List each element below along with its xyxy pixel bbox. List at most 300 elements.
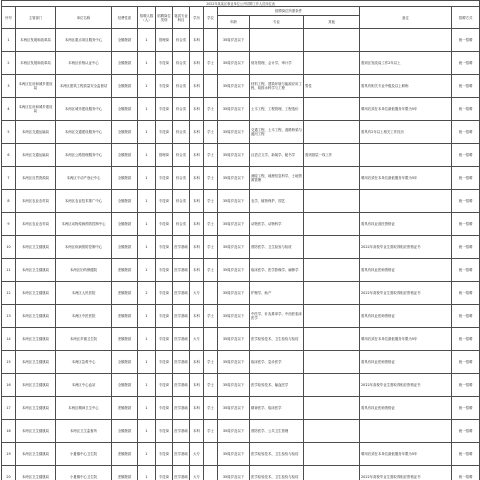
cell-post: 专技岗 xyxy=(156,443,173,466)
cell-count: 1 xyxy=(138,75,156,98)
cell-degree: 学士 xyxy=(204,190,218,213)
cell-nature: 全额拨款 xyxy=(112,190,138,213)
col-count-header: 招聘人数（人） xyxy=(138,7,156,29)
cell-edu: 本科 xyxy=(190,75,204,98)
cell-degree: 学士 xyxy=(204,236,218,259)
cell-edu: 大专 xyxy=(190,466,204,480)
cell-nature: 全额拨款 xyxy=(112,52,138,75)
cell-degree xyxy=(204,29,218,52)
cell-other xyxy=(304,121,360,144)
cell-remark: 需具有执业医师资格证 xyxy=(360,351,452,374)
cell-nature: 差额拨款 xyxy=(112,443,138,466)
cell-dept: 本两区卫生健康局 xyxy=(16,397,56,420)
cell-post: 专技岗 xyxy=(156,420,173,443)
cell-unit: 本两区妇幼保健院 xyxy=(56,259,112,282)
cell-exam: 综合类 xyxy=(173,213,190,236)
cell-major: 预防医学、卫生检验与检疫 xyxy=(250,236,304,259)
cell-other xyxy=(304,420,360,443)
cell-major: 动物医学、动物科学 xyxy=(250,213,304,236)
cell-method: 统一招聘 xyxy=(452,190,480,213)
table-row xyxy=(2,52,480,75)
cell-edu: 本科 xyxy=(190,213,204,236)
cell-exam: 医学基础 xyxy=(173,282,190,305)
cell-exam: 综合类 xyxy=(173,98,190,121)
cell-degree: 学士 xyxy=(204,397,218,420)
cell-count: 1 xyxy=(138,259,156,282)
cell-method: 统一招聘 xyxy=(452,213,480,236)
cell-exam: 医学基础 xyxy=(173,397,190,420)
cell-edu: 本科 xyxy=(190,167,204,190)
cell-remark: 聘用后须在本单位最低服务年限为5年 xyxy=(360,98,452,121)
cell-age: 35周岁及以下 xyxy=(218,98,250,121)
cell-post: 专技岗 xyxy=(156,75,173,98)
cell-unit: 本两区急救中心 xyxy=(56,351,112,374)
cell-major: 交通工程、土木工程、道路桥梁与渡河工程 xyxy=(250,121,304,144)
cell-other xyxy=(304,282,360,305)
cell-seq: 20 xyxy=(2,466,16,480)
cell-post: 专技岗 xyxy=(156,328,173,351)
cell-degree xyxy=(204,443,218,466)
cell-remark: 2022年高校毕业生需取得相应资格证书 xyxy=(360,466,452,480)
cell-count: 1 xyxy=(138,420,156,443)
table-row xyxy=(2,236,480,259)
col-edu-header: 学历 xyxy=(190,7,204,29)
document-title: 2022年某某区事业单位公开招聘工作人员岗位表 xyxy=(2,1,480,7)
cell-dept: 本两区卫生健康局 xyxy=(16,328,56,351)
cell-exam: 医学基础 xyxy=(173,259,190,282)
cell-other xyxy=(304,52,360,75)
cell-exam: 医学基础 xyxy=(173,420,190,443)
cell-post: 专技岗 xyxy=(156,52,173,75)
cell-other xyxy=(304,305,360,328)
cell-post: 专技岗 xyxy=(156,397,173,420)
cell-nature: 全额拨款 xyxy=(112,236,138,259)
cell-exam: 医学基础 xyxy=(173,328,190,351)
cell-edu: 大专 xyxy=(190,328,204,351)
cell-unit: 本两区价格认证中心 xyxy=(56,52,112,75)
cell-major: 临床医学、急诊医学 xyxy=(250,351,304,374)
cell-dept: 本两区交通运输局 xyxy=(16,121,56,144)
cell-count: 1 xyxy=(138,351,156,374)
cell-method: 统一招聘 xyxy=(452,397,480,420)
cell-degree: 学士 xyxy=(204,52,218,75)
cell-method: 统一招聘 xyxy=(452,236,480,259)
cell-nature: 全额拨款 xyxy=(112,29,138,52)
cell-method: 统一招聘 xyxy=(452,282,480,305)
cell-seq: 16 xyxy=(2,374,16,397)
cell-edu: 本科 xyxy=(190,305,204,328)
cell-remark: 2022年高校毕业生需取得相应资格证书 xyxy=(360,374,452,397)
cell-unit: 本两区农业技术推广中心 xyxy=(56,190,112,213)
cell-nature: 全额拨款 xyxy=(112,420,138,443)
cell-remark xyxy=(360,190,452,213)
cell-other xyxy=(304,259,360,282)
table-row xyxy=(2,397,480,420)
cell-seq: 15 xyxy=(2,351,16,374)
cell-major: 医学检验技术、卫生检验与检疫 xyxy=(250,328,304,351)
cell-other xyxy=(304,29,360,52)
table-row xyxy=(2,259,480,282)
cell-edu: 本科 xyxy=(190,52,204,75)
cell-major: 临床医学、医学影像学、麻醉学 xyxy=(250,259,304,282)
col-seq-header: 序号 xyxy=(2,7,16,29)
cell-dept: 本两区自然资源局 xyxy=(16,167,56,190)
cell-dept: 本两区交通运输局 xyxy=(16,144,56,167)
cell-degree xyxy=(204,466,218,480)
cell-dept: 本两区住房和城乡建设局 xyxy=(16,98,56,121)
cell-unit: 本两区中心血站 xyxy=(56,374,112,397)
cell-method: 统一招聘 xyxy=(452,52,480,75)
cell-edu: 大专 xyxy=(190,282,204,305)
cell-method: 统一招聘 xyxy=(452,466,480,480)
cell-major: 精神医学、临床医学 xyxy=(250,397,304,420)
cell-seq: 6 xyxy=(2,144,16,167)
table-row xyxy=(2,466,480,480)
cell-seq: 7 xyxy=(2,167,16,190)
cell-seq: 17 xyxy=(2,397,16,420)
cell-age: 35周岁及以下 xyxy=(218,213,250,236)
cell-other xyxy=(304,167,360,190)
cell-post: 专技岗 xyxy=(156,259,173,282)
cell-unit: 本两区疾病预防控制中心 xyxy=(56,236,112,259)
cell-degree: 学士 xyxy=(204,351,218,374)
cell-method: 统一招聘 xyxy=(452,167,480,190)
cell-unit: 本两区城市建设服务中心 xyxy=(56,98,112,121)
cell-major: 预防医学、公共卫生管理 xyxy=(250,420,304,443)
cell-remark: 聘用后须在本单位最低服务年限为5年 xyxy=(360,443,452,466)
cell-seq: 9 xyxy=(2,213,16,236)
table-row xyxy=(2,351,480,374)
table-body xyxy=(2,29,480,480)
cell-other xyxy=(304,98,360,121)
cell-other xyxy=(304,466,360,480)
recruitment-table xyxy=(1,0,480,480)
cell-edu: 本科 xyxy=(190,121,204,144)
cell-count: 1 xyxy=(138,236,156,259)
cell-post: 专技岗 xyxy=(156,121,173,144)
cell-unit: 本两区卫生监督所 xyxy=(56,420,112,443)
cell-exam: 综合类 xyxy=(173,52,190,75)
cell-exam: 综合类 xyxy=(173,190,190,213)
cell-method: 统一招聘 xyxy=(452,305,480,328)
cell-dept: 本两区卫生健康局 xyxy=(16,282,56,305)
cell-edu: 大专 xyxy=(190,443,204,466)
cell-dept: 本两区卫生健康局 xyxy=(16,236,56,259)
cell-remark: 需具有执业兽医资格证 xyxy=(360,213,452,236)
cell-seq: 5 xyxy=(2,121,16,144)
cell-age: 35周岁及以下 xyxy=(218,328,250,351)
cell-edu: 本科 xyxy=(190,374,204,397)
cell-degree: 学士 xyxy=(204,259,218,282)
cell-exam: 综合类 xyxy=(173,121,190,144)
cell-method: 统一招聘 xyxy=(452,98,480,121)
cell-seq: 12 xyxy=(2,282,16,305)
cell-edu: 本科 xyxy=(190,144,204,167)
cell-age: 35周岁及以下 xyxy=(218,52,250,75)
cell-method: 统一招聘 xyxy=(452,29,480,52)
cell-dept: 本两区卫生健康局 xyxy=(16,466,56,480)
cell-degree: 学士 xyxy=(204,305,218,328)
cell-remark: 聘用后须在本单位最低服务年限为5年 xyxy=(360,167,452,190)
table-row xyxy=(2,328,480,351)
conditions-group-header: 招聘岗位所需条件 xyxy=(218,7,360,16)
cell-count: 1 xyxy=(138,121,156,144)
cell-nature: 差额拨款 xyxy=(112,305,138,328)
cell-degree xyxy=(204,282,218,305)
cell-edu: 本科 xyxy=(190,259,204,282)
cell-method: 统一招聘 xyxy=(452,144,480,167)
cell-count: 1 xyxy=(138,397,156,420)
cell-age: 35周岁及以下 xyxy=(218,282,250,305)
table-row xyxy=(2,167,480,190)
cell-other: 需到基层一线工作 xyxy=(304,144,360,167)
cell-major: 医学检验技术、卫生检验与检疫 xyxy=(250,443,304,466)
cell-unit: 本两区不动产登记中心 xyxy=(56,167,112,190)
cell-remark: 需具有执业医师资格证 xyxy=(360,305,452,328)
cell-remark: 聘用后须在本单位最低服务年限为5年 xyxy=(360,328,452,351)
col-other-header: 其他 xyxy=(304,16,360,29)
cell-nature: 差额拨款 xyxy=(112,397,138,420)
cell-age: 35周岁及以下 xyxy=(218,466,250,480)
cell-count: 1 xyxy=(138,328,156,351)
cell-exam: 综合类 xyxy=(173,75,190,98)
table-row xyxy=(2,75,480,98)
cell-unit: 本两区公路管理服务中心 xyxy=(56,144,112,167)
cell-age: 35周岁及以下 xyxy=(218,351,250,374)
cell-remark xyxy=(360,420,452,443)
cell-post: 专技岗 xyxy=(156,167,173,190)
cell-nature: 差额拨款 xyxy=(112,259,138,282)
cell-unit: 本两区建筑工程质量安全监督站 xyxy=(56,75,112,98)
cell-remark xyxy=(360,29,452,52)
cell-seq: 13 xyxy=(2,305,16,328)
cell-other xyxy=(304,236,360,259)
cell-major: 财务管理、会计学、审计学 xyxy=(250,52,304,75)
table-row xyxy=(2,213,480,236)
cell-count: 1 xyxy=(138,167,156,190)
cell-dept: 本两区卫生健康局 xyxy=(16,351,56,374)
col-post-header: 招聘岗位类别 xyxy=(156,7,173,29)
cell-post: 管理岗 xyxy=(156,29,173,52)
cell-remark: 需具有2年以上相关工作经历 xyxy=(360,121,452,144)
cell-count: 1 xyxy=(138,29,156,52)
cell-age: 35周岁及以下 xyxy=(218,420,250,443)
cell-count: 1 xyxy=(138,443,156,466)
cell-major: 医学检验技术、卫生检验与检疫 xyxy=(250,466,304,480)
cell-remark: 需到区发改局工作2年以上 xyxy=(360,52,452,75)
table-row xyxy=(2,98,480,121)
cell-seq: 3 xyxy=(2,75,16,98)
cell-major: 中医学、针灸推拿学、中西医临床医学 xyxy=(250,305,304,328)
cell-remark: 需具有执业医师资格证 xyxy=(360,397,452,420)
cell-post: 专技岗 xyxy=(156,305,173,328)
cell-dept: 本两区卫生健康局 xyxy=(16,420,56,443)
col-remark-header: 备注 xyxy=(360,7,452,29)
cell-age: 35周岁及以下 xyxy=(218,29,250,52)
table-row xyxy=(2,420,480,443)
cell-exam: 医学基础 xyxy=(173,305,190,328)
cell-edu: 本科 xyxy=(190,236,204,259)
cell-count: 1 xyxy=(138,213,156,236)
cell-nature: 全额拨款 xyxy=(112,213,138,236)
cell-unit: 本两区乡镇卫生院 xyxy=(56,328,112,351)
cell-major: 医学检验技术、输血医学 xyxy=(250,374,304,397)
cell-other xyxy=(304,328,360,351)
cell-seq: 1 xyxy=(2,29,16,52)
cell-dept: 本两区卫生健康局 xyxy=(16,374,56,397)
cell-dept: 本两区住房和城乡建设局 xyxy=(16,75,56,98)
cell-edu: 本科 xyxy=(190,29,204,52)
cell-exam: 综合类 xyxy=(173,144,190,167)
cell-method: 统一招聘 xyxy=(452,420,480,443)
cell-major: 材料工程、建筑环境与能源应用工程、给排水科学与工程 xyxy=(250,75,304,98)
cell-nature: 全额拨款 xyxy=(112,351,138,374)
cell-nature: 全额拨款 xyxy=(112,144,138,167)
cell-degree: 学士 xyxy=(204,374,218,397)
cell-method: 统一招聘 xyxy=(452,351,480,374)
cell-age: 35周岁及以下 xyxy=(218,259,250,282)
table-row xyxy=(2,121,480,144)
cell-age: 35周岁及以下 xyxy=(218,75,250,98)
cell-age: 35周岁及以下 xyxy=(218,305,250,328)
cell-major: 测绘工程、地理信息科学、土地资源管理 xyxy=(250,167,304,190)
cell-age: 35周岁及以下 xyxy=(218,167,250,190)
cell-dept: 本两区卫生健康局 xyxy=(16,259,56,282)
cell-count: 1 xyxy=(138,466,156,480)
cell-unit: 小夏镇中心卫生院 xyxy=(56,466,112,480)
cell-post: 专技岗 xyxy=(156,374,173,397)
cell-edu: 本科 xyxy=(190,420,204,443)
cell-nature: 全额拨款 xyxy=(112,167,138,190)
col-degree-header: 学位 xyxy=(204,7,218,29)
cell-post: 专技岗 xyxy=(156,282,173,305)
cell-nature: 差额拨款 xyxy=(112,328,138,351)
cell-major: 土木工程、工程管理、工程造价 xyxy=(250,98,304,121)
cell-count: 1 xyxy=(138,98,156,121)
cell-degree xyxy=(204,328,218,351)
cell-age: 35周岁及以下 xyxy=(218,374,250,397)
cell-other xyxy=(304,213,360,236)
cell-post: 管理岗 xyxy=(156,144,173,167)
cell-count: 1 xyxy=(138,52,156,75)
cell-remark: 2022年高校毕业生需取得相应资格证书 xyxy=(360,236,452,259)
cell-age: 35周岁及以下 xyxy=(218,190,250,213)
cell-other xyxy=(304,351,360,374)
cell-nature: 差额拨款 xyxy=(112,466,138,480)
cell-post: 专技岗 xyxy=(156,236,173,259)
cell-nature: 全额拨款 xyxy=(112,98,138,121)
cell-exam: 医学基础 xyxy=(173,466,190,480)
cell-degree: 学士 xyxy=(204,167,218,190)
cell-unit: 本两区交通建设服务中心 xyxy=(56,121,112,144)
table-row xyxy=(2,443,480,466)
cell-seq: 18 xyxy=(2,420,16,443)
cell-nature: 全额拨款 xyxy=(112,75,138,98)
cell-age: 35周岁及以下 xyxy=(218,236,250,259)
col-dept-header: 主管部门 xyxy=(16,7,56,29)
cell-unit: 本两区人民医院 xyxy=(56,282,112,305)
cell-exam: 综合类 xyxy=(173,167,190,190)
cell-nature: 差额拨款 xyxy=(112,282,138,305)
table-row xyxy=(2,374,480,397)
cell-exam: 医学基础 xyxy=(173,374,190,397)
cell-nature: 全额拨款 xyxy=(112,374,138,397)
table-row xyxy=(2,29,480,52)
cell-unit: 本两区重点项目服务中心 xyxy=(56,29,112,52)
cell-other xyxy=(304,190,360,213)
cell-count: 1 xyxy=(138,305,156,328)
cell-remark xyxy=(360,144,452,167)
cell-nature: 全额拨款 xyxy=(112,121,138,144)
cell-post: 专技岗 xyxy=(156,213,173,236)
cell-unit: 本两区中医医院 xyxy=(56,305,112,328)
cell-other xyxy=(304,397,360,420)
cell-degree: 学士 xyxy=(204,98,218,121)
col-method-header: 招聘方式 xyxy=(452,7,480,29)
cell-remark: 2022年高校毕业生需取得相应资格证书 xyxy=(360,282,452,305)
cell-method: 统一招聘 xyxy=(452,443,480,466)
cell-seq: 11 xyxy=(2,259,16,282)
cell-degree: 学士 xyxy=(204,144,218,167)
cell-method: 统一招聘 xyxy=(452,374,480,397)
cell-method: 统一招聘 xyxy=(452,75,480,98)
cell-post: 专技岗 xyxy=(156,351,173,374)
cell-major xyxy=(250,29,304,52)
cell-count: 1 xyxy=(138,190,156,213)
cell-dept: 本两区卫生健康局 xyxy=(16,443,56,466)
cell-method: 统一招聘 xyxy=(452,328,480,351)
cell-dept: 本两区卫生健康局 xyxy=(16,305,56,328)
col-age-header: 年龄 xyxy=(218,16,250,29)
cell-seq: 10 xyxy=(2,236,16,259)
col-nature-header: 经费性质 xyxy=(112,7,138,29)
col-exam-header: 笔试专业科目 xyxy=(173,7,190,29)
cell-age: 35周岁及以下 xyxy=(218,121,250,144)
cell-exam: 医学基础 xyxy=(173,443,190,466)
cell-post: 专技岗 xyxy=(156,98,173,121)
cell-edu: 本科 xyxy=(190,397,204,420)
cell-degree: 学士 xyxy=(204,213,218,236)
cell-dept: 本两区农业农村局 xyxy=(16,190,56,213)
col-major-header: 专业 xyxy=(250,16,304,29)
cell-degree: 学士 xyxy=(204,121,218,144)
cell-remark: 需具有执业医师资格证 xyxy=(360,259,452,282)
cell-unit: 小夏镇中心卫生院 xyxy=(56,443,112,466)
cell-edu: 本科 xyxy=(190,351,204,374)
table-row xyxy=(2,190,480,213)
col-unit-header: 单位名称 xyxy=(56,7,112,29)
cell-exam: 医学基础 xyxy=(173,351,190,374)
cell-seq: 14 xyxy=(2,328,16,351)
cell-seq: 2 xyxy=(2,52,16,75)
table-row xyxy=(2,282,480,305)
cell-count: 2 xyxy=(138,282,156,305)
cell-edu: 本科 xyxy=(190,98,204,121)
cell-seq: 8 xyxy=(2,190,16,213)
cell-other xyxy=(304,374,360,397)
cell-exam: 综合类 xyxy=(173,29,190,52)
cell-unit: 本两区动物疫病预防控制中心 xyxy=(56,213,112,236)
table-row xyxy=(2,144,480,167)
cell-count: 1 xyxy=(138,374,156,397)
cell-edu: 本科 xyxy=(190,190,204,213)
cell-age: 35周岁及以下 xyxy=(218,443,250,466)
cell-seq: 19 xyxy=(2,443,16,466)
cell-seq: 4 xyxy=(2,98,16,121)
cell-count: 1 xyxy=(138,144,156,167)
cell-age: 35周岁及以下 xyxy=(218,397,250,420)
cell-major: 农学、植物保护、园艺 xyxy=(250,190,304,213)
